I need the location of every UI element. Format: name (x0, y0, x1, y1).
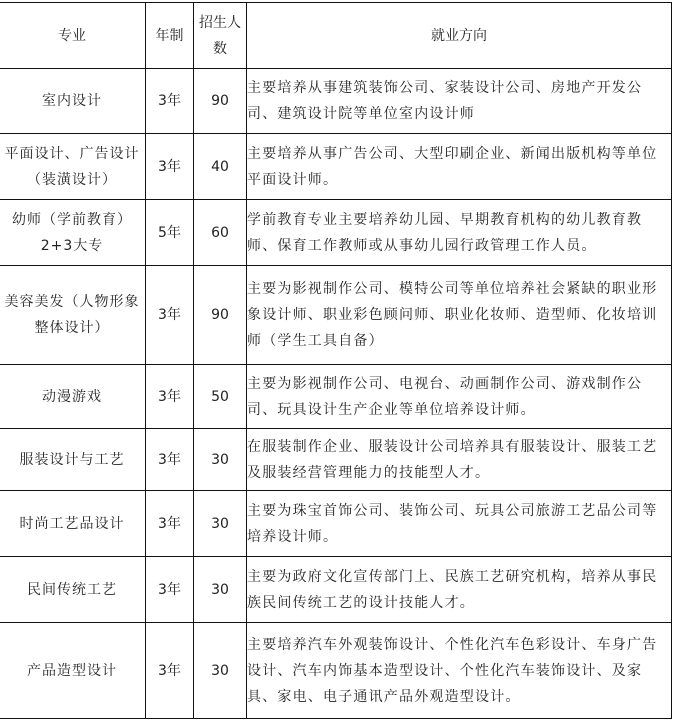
header-major: 专业 (0, 3, 146, 69)
career-cell: 在服装制作企业、服装设计公司培养具有服装设计、服装工艺及服装经营管理能力的技能型人才。 (247, 429, 672, 491)
enrollment-cell: 50 (194, 365, 247, 429)
career-cell: 主要为影视制作公司、模特公司等单位培养社会紧缺的职业形象设计师、职业彩色顾问师、职业化妆师、造型师、化妆培训师（学生工具自备） (247, 266, 672, 365)
major-cell: 动漫游戏 (0, 365, 146, 429)
major-cell: 服装设计与工艺 (0, 429, 146, 491)
table-row (0, 491, 672, 557)
table-row (0, 623, 672, 719)
major-cell: 室内设计 (0, 69, 146, 134)
career-cell: 主要培养汽车外观装饰设计、个性化汽车色彩设计、车身广告设计、汽车内饰基本造型设计、个性化汽车装饰设计、及家具、家电、电子通讯产品外观造型设计。 (247, 623, 672, 719)
major-cell: 平面设计、广告设计（装潢设计） (0, 134, 146, 200)
career-cell: 主要为珠宝首饰公司、装饰公司、玩具公司旅游工艺品公司等培养设计师。 (247, 491, 672, 557)
years-cell: 3年 (146, 557, 194, 623)
years-cell: 3年 (146, 623, 194, 719)
enrollment-cell: 30 (194, 623, 247, 719)
enrollment-cell: 90 (194, 69, 247, 134)
header-enrollment: 招生人数 (194, 3, 247, 69)
career-cell: 主要为影视制作公司、电视台、动画制作公司、游戏制作公司、玩具设计生产企业等单位培养设计师。 (247, 365, 672, 429)
years-cell: 3年 (146, 69, 194, 134)
enrollment-cell: 30 (194, 429, 247, 491)
years-cell: 3年 (146, 266, 194, 365)
years-cell: 3年 (146, 491, 194, 557)
years-cell: 5年 (146, 200, 194, 266)
major-cell: 民间传统工艺 (0, 557, 146, 623)
career-cell: 主要培养从事广告公司、大型印刷企业、新闻出版机构等单位平面设计师。 (247, 134, 672, 200)
major-cell: 时尚工艺品设计 (0, 491, 146, 557)
table-row (0, 429, 672, 491)
table-header-row (0, 3, 672, 69)
enrollment-cell: 60 (194, 200, 247, 266)
major-cell: 幼师（学前教育）2+3大专 (0, 200, 146, 266)
career-cell: 学前教育专业主要培养幼儿园、早期教育机构的幼儿教育教师、保育工作教师或从事幼儿园行政管理工作人员。 (247, 200, 672, 266)
enrollment-cell: 30 (194, 557, 247, 623)
majors-table (0, 2, 672, 719)
career-cell: 主要培养从事建筑装饰公司、家装设计公司、房地产开发公司、建筑设计院等单位室内设计师 (247, 69, 672, 134)
enrollment-cell: 90 (194, 266, 247, 365)
table-row (0, 365, 672, 429)
table-row (0, 200, 672, 266)
table-row (0, 557, 672, 623)
years-cell: 3年 (146, 365, 194, 429)
table-row (0, 266, 672, 365)
header-years: 年制 (146, 3, 194, 69)
years-cell: 3年 (146, 429, 194, 491)
major-cell: 产品造型设计 (0, 623, 146, 719)
table-row (0, 134, 672, 200)
header-career: 就业方向 (247, 3, 672, 69)
table-row (0, 69, 672, 134)
major-cell: 美容美发（人物形象整体设计） (0, 266, 146, 365)
enrollment-cell: 40 (194, 134, 247, 200)
career-cell: 主要为政府文化宣传部门上、民族工艺研究机构，培养从事民族民间传统工艺的设计技能人才。 (247, 557, 672, 623)
enrollment-cell: 30 (194, 491, 247, 557)
years-cell: 3年 (146, 134, 194, 200)
